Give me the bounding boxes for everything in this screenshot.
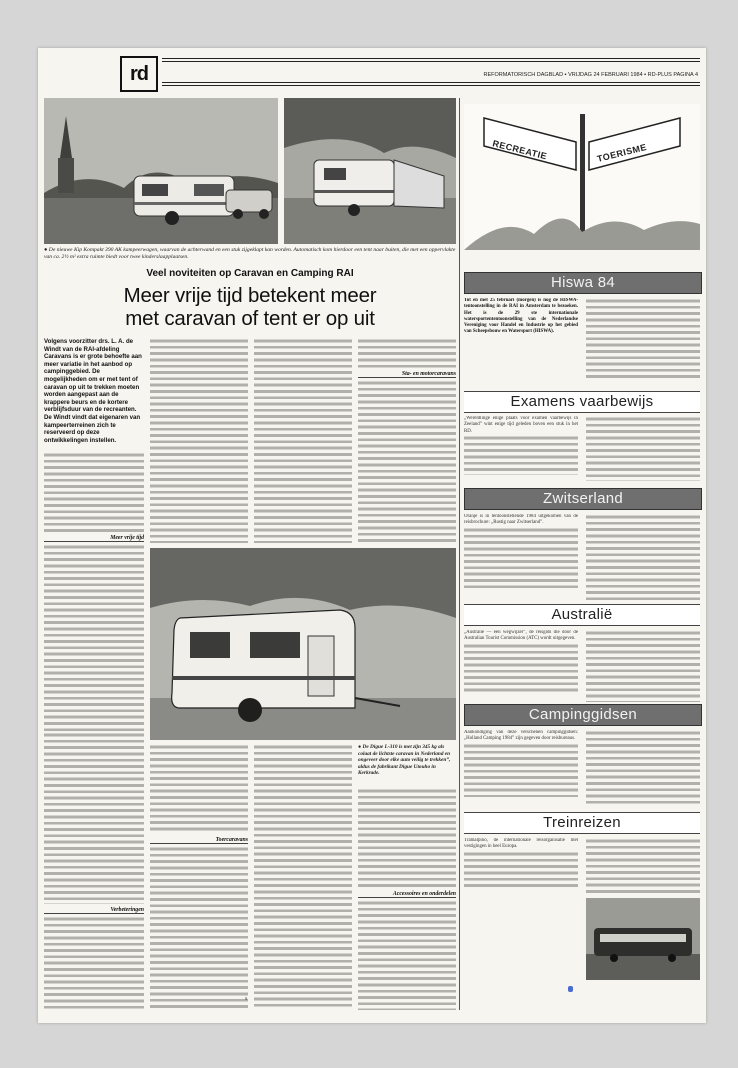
body-column: [44, 532, 144, 732]
subhead: Verbeteringen: [44, 907, 144, 914]
header-rule: [162, 82, 700, 83]
sign-right: TOERISME: [596, 141, 648, 164]
article-headline: [44, 284, 456, 330]
section-body: [586, 730, 700, 806]
page-header: [44, 54, 700, 90]
section-body: [586, 298, 700, 380]
article-lead: Volgens voorzitter drs. L. A. de Windt van de RAI-afdeling Caravans is er grote behoefte aan meer variatie in het aanbod op campinggebied. De mogelijkheden om er met tent of caravan op uit te trekken moeten worden aangepast aan de krappere beurs en de kortere verblijfsduur van de recreanten. De Windt vindt dat eigenaren van kampeerterreinen zich te reserveerd op deze ontwikkelingen instellen.: [44, 338, 142, 444]
section-header: Campinggidsen: [464, 704, 702, 726]
recreatie-toerisme-sign: [464, 104, 700, 250]
body-column: [44, 452, 144, 532]
body-column: [358, 888, 456, 1010]
subhead: Meer vrije tijd: [44, 535, 144, 542]
section-body: [586, 416, 700, 481]
section-body: [464, 416, 578, 481]
section-lead: Oranje is in tentoonstellende 1984 uitgekomen van de reisbrochure: „Rustig naar Zwitserland”.: [464, 514, 578, 526]
section-body: [586, 630, 700, 702]
newspaper-page: [38, 48, 706, 1023]
photo-digue-caravan: [150, 548, 456, 740]
section-body: [464, 514, 578, 600]
body-column: [150, 338, 248, 543]
sign-left: RECREATIE: [491, 138, 549, 162]
photo-caption: ● De Digue L-310 is met zijn 345 kg als colaat de lichtste caravan in Nederland en ongeveer door elke auto veilig te trekken”, aldus de fabrikant Digue Utouho in Kerkrade.: [358, 744, 451, 777]
subhead: Sta- en motorcaravans: [358, 371, 456, 378]
section-header: Hiswa 84: [464, 272, 702, 294]
section-header: Zwitserland: [464, 488, 702, 510]
headline-line: Meer vrije tijd betekent meer: [123, 284, 377, 307]
body-column: [150, 834, 248, 1010]
body-column: [358, 788, 456, 888]
highlight-mark: [568, 986, 573, 992]
subhead: Toercaravans: [150, 837, 248, 844]
header-rule: [162, 61, 700, 62]
section-body: [464, 730, 578, 806]
page-info: REFORMATORISCH DAGBLAD ▪ VRIJDAG 24 FEBRUARI 1984 ▪ RD-PLUS PAGINA 4: [483, 72, 698, 78]
section-lead: Tramalpino, de internationale reisorganisatie met vestigingen in heel Europa.: [464, 838, 578, 850]
section-lead: Aankondiging van deze verschenen campinggidsen: „Holland Camping 1984” zijn gegeven door reisbureaus.: [464, 730, 578, 742]
page-marker: s: [245, 996, 248, 1002]
body-column: [254, 744, 352, 1010]
photo-caravan-church: [44, 98, 278, 244]
section-body: [464, 838, 578, 894]
top-photo-caption: ● De nieuwe Kip Kompakt 390 AK kampeerwagen, waarvan de achterwand en een stuk zijgeklapt kan worden. Automatisch kom hierdoor een tent naar buiten, die met een oppervlakte van ca. 2½ m² extra ruimte biedt voor twee kinderslaapplaatsen.: [44, 247, 456, 260]
rd-logo: rd: [120, 56, 158, 92]
section-body: [464, 630, 578, 702]
body-column: [44, 732, 144, 1010]
header-rule: [162, 58, 700, 59]
photo-caravan-tent: [284, 98, 456, 244]
section-header: Australië: [464, 604, 700, 626]
body-column: [254, 338, 352, 543]
section-lead: Tot en met 25 februari (morgen) is nog de HISWA-tentoonstelling in de RAI in Amsterdam te bezoeken. Het is de 29 ste internationale watersportententoonstelling van de Nederlandse Vereniging voor Handel en Industrie op het gebied van Scheepsbouw en Watersport (HISWA).: [464, 298, 578, 335]
body-column: [150, 744, 248, 834]
section-body: [586, 838, 700, 894]
section-header: Treinreizen: [464, 812, 700, 834]
section-header: Examens vaarbewijs: [464, 391, 700, 413]
section-body: [464, 298, 578, 380]
header-rule: [162, 85, 700, 86]
section-lead: „Australië — een wegwijzer”, de reisgids die door de Australian Tourist Commission (ATC) wordt uitgegeven.: [464, 630, 578, 642]
body-column: [358, 338, 456, 543]
photo-train: [586, 898, 700, 980]
headline-line: met caravan of tent er op uit: [125, 307, 375, 330]
article-kicker: Veel noviteiten op Caravan en Camping RAI: [146, 268, 354, 279]
column-divider: [459, 98, 460, 1010]
subhead: Accessoires en onderdelen: [358, 891, 456, 898]
section-body: [586, 514, 700, 600]
section-lead: „Wereldlinge enige plaats voor examen vaarbewijs in Zeeland” wint enige tijd geleden boven een stuk in het RD.: [464, 416, 578, 434]
